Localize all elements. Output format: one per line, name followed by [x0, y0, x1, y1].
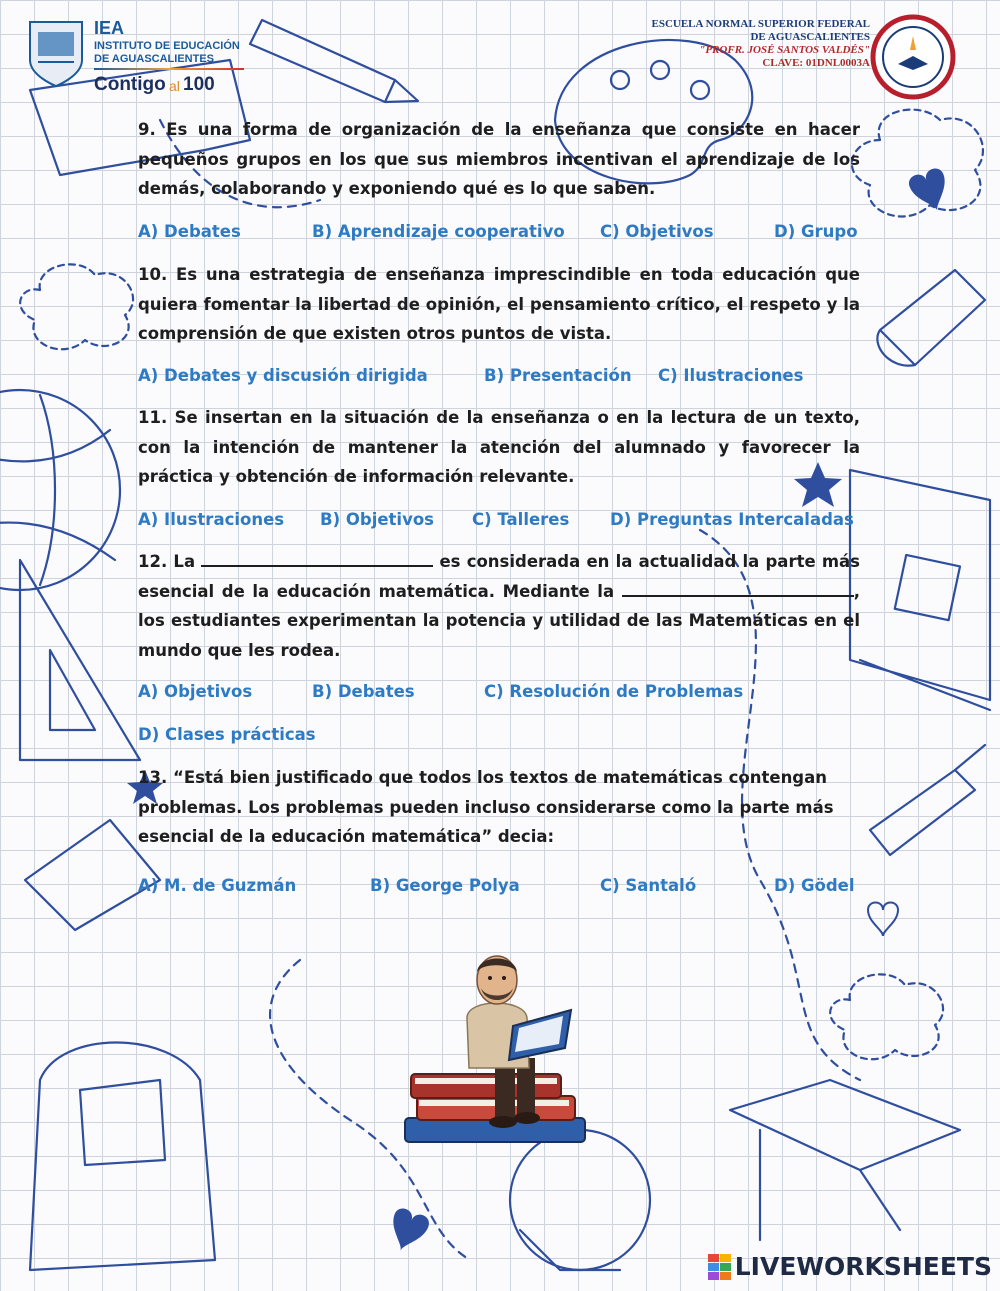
iea-logo-divider	[94, 68, 244, 70]
q13-option-b[interactable]: B) George Polya	[370, 876, 520, 895]
q11-option-c[interactable]: C) Talleres	[472, 510, 570, 529]
heart-doodle	[907, 166, 955, 217]
iea-institute-line2: DE AGUASCALIENTES	[94, 53, 214, 65]
q10-option-a[interactable]: A) Debates y discusión dirigida	[138, 366, 428, 385]
q12-text-part3: ,	[853, 581, 861, 601]
q11-option-d[interactable]: D) Preguntas Intercaladas	[610, 510, 854, 529]
iea-slogan-part1: Contigo	[94, 74, 166, 95]
q12-option-d[interactable]: D) Clases prácticas	[138, 725, 316, 744]
pencil-doodle	[250, 20, 418, 102]
q13-option-c[interactable]: C) Santaló	[600, 876, 697, 895]
liveworksheets-logo-icon	[708, 1254, 732, 1280]
q12-option-b[interactable]: B) Debates	[312, 682, 415, 701]
backpack-doodle	[30, 1043, 215, 1271]
iea-slogan-part2: al	[169, 78, 180, 94]
brush-doodle	[870, 745, 985, 855]
q10-option-c[interactable]: C) Ilustraciones	[658, 366, 804, 385]
q9-option-b[interactable]: B) Aprendizaje cooperativo	[312, 222, 565, 241]
q12-text-part1: 12. La	[138, 552, 196, 571]
question-10-text: 10. Es una estrategia de enseñanza imprescindible en toda educación que quiera fomentar la libertad de opinión, el pensamiento crítico, el respeto y la comprensión de que existen otros puntos de vista.	[138, 265, 860, 343]
q13-option-d[interactable]: D) Gödel	[774, 876, 855, 895]
ruler-doodle	[20, 560, 140, 760]
coat-of-arms-icon	[24, 16, 88, 90]
book-doodle	[850, 470, 990, 710]
iea-acronym: IEA	[94, 18, 125, 38]
grad-cap-doodle	[730, 1080, 960, 1240]
q12-text-part2: es considerada en la actualidad la parte más esencial de la educación matemática. Mediante la	[138, 552, 861, 601]
school-name-block	[651, 18, 870, 70]
question-13-text: 13. “Está bien justificado que todos los textos de matemáticas contengan problemas. Los problemas pueden incluso considerarse como la parte más esencial de la educación matemática” decia:	[138, 768, 834, 846]
q11-option-b[interactable]: B) Objetivos	[320, 510, 435, 529]
scroll-doodle	[877, 270, 985, 366]
school-line2: DE AGUASCALIENTES	[750, 31, 870, 43]
school-line4: CLAVE: 01DNL0003A	[762, 57, 870, 69]
q11-option-a[interactable]: A) Ilustraciones	[138, 510, 285, 529]
iea-slogan-part3: 100	[183, 74, 215, 95]
globe-doodle	[510, 1130, 650, 1270]
question-12-text	[138, 547, 860, 665]
q12-option-c[interactable]: C) Resolución de Problemas	[484, 682, 744, 701]
school-line3: "PROFR. JOSÉ SANTOS VALDÉS"	[699, 44, 870, 56]
cloud-doodle	[852, 110, 983, 217]
q12-blank-1[interactable]	[201, 548, 433, 567]
question-11-text: 11. Se insertan en la situación de la enseñanza o en la lectura de un texto, con la intención de mantener la atención del alumnado y favorecer la práctica y obtención de información relevante.	[138, 408, 860, 486]
q9-option-c[interactable]: C) Objetivos	[600, 222, 714, 241]
teacher-avatar-illustration	[395, 948, 595, 1148]
iea-institute-line1: INSTITUTO DE EDUCACIÓN	[94, 40, 240, 52]
q12-option-a[interactable]: A) Objetivos	[138, 682, 253, 701]
q10-option-b[interactable]: B) Presentación	[484, 366, 632, 385]
iea-logo	[20, 12, 250, 102]
q12-text-part4: los estudiantes experimentan la potencia y utilidad de las Matemáticas en el mundo que les rodea.	[138, 611, 860, 660]
liveworksheets-brand	[708, 1252, 992, 1281]
school-seal-icon	[870, 14, 956, 100]
ball-doodle	[0, 390, 120, 590]
liveworksheets-wordmark: LIVEWORKSHEETS	[734, 1252, 992, 1281]
q9-option-a[interactable]: A) Debates	[138, 222, 241, 241]
question-9-text: 9. Es una forma de organización de la enseñanza que consiste en hacer pequeños grupos en los que sus miembros incentivan el aprendizaje de los demás, colaborando y exponiendo qué es lo que saben.	[138, 120, 860, 198]
q12-blank-2[interactable]	[622, 578, 854, 597]
q9-option-d[interactable]: D) Grupo	[774, 222, 858, 241]
q13-option-a[interactable]: A) M. de Guzmán	[138, 876, 297, 895]
school-line1: ESCUELA NORMAL SUPERIOR FEDERAL	[651, 18, 870, 30]
